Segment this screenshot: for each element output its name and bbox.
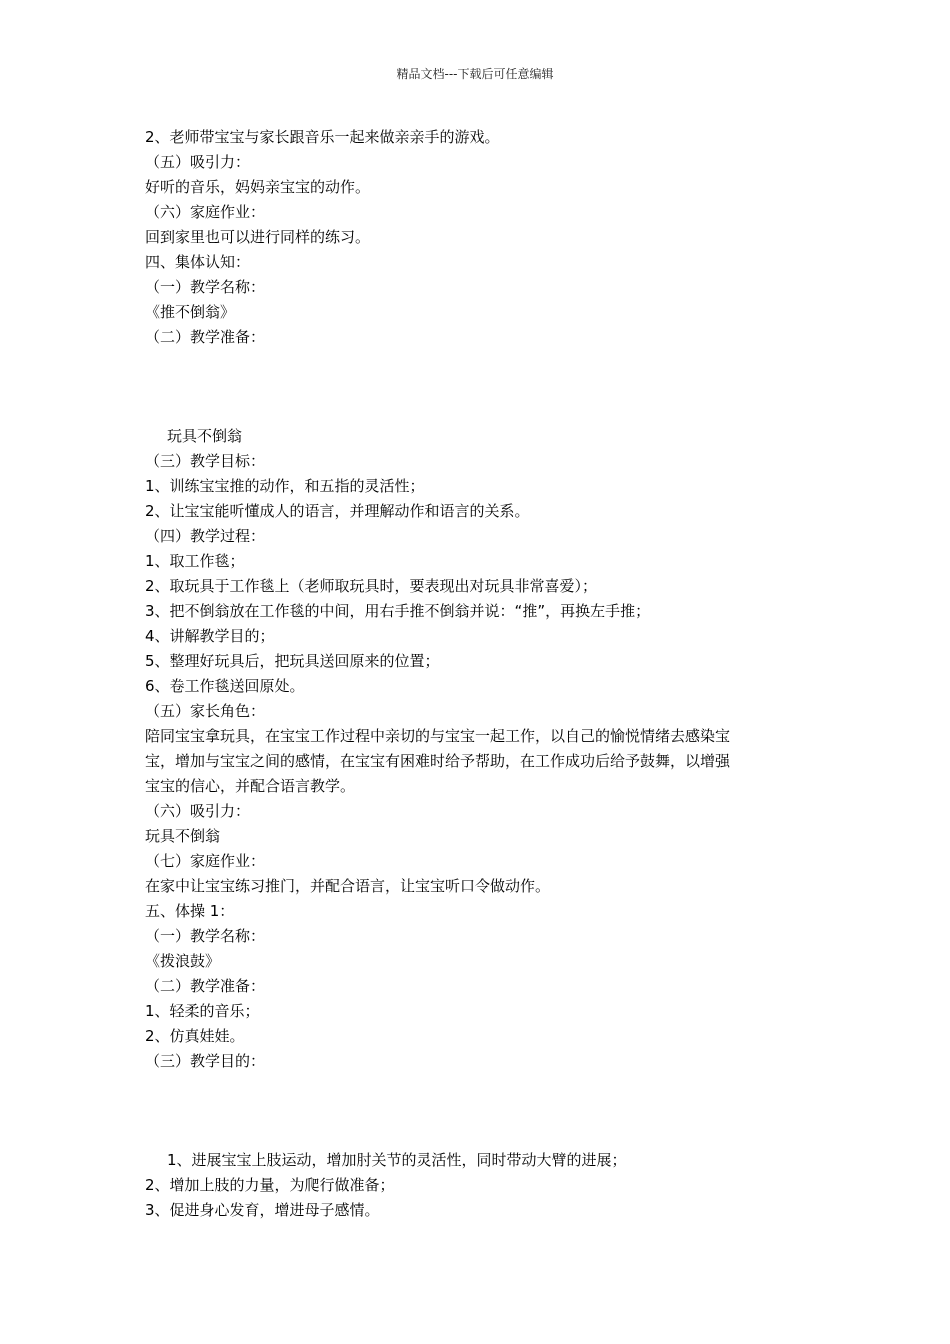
text-line: （一）教学名称： xyxy=(145,927,266,945)
text-line: 宝宝的信心，并配合语言教学。 xyxy=(145,777,356,795)
text-line: 在家中让宝宝练习推门，并配合语言，让宝宝听口令做动作。 xyxy=(145,877,551,895)
text-line: 《拨浪鼓》 xyxy=(145,952,221,970)
text-line: （一）教学名称： xyxy=(145,278,266,296)
text-line: 1、训练宝宝推的动作，和五指的灵活性； xyxy=(145,477,425,495)
text-line: 2、老师带宝宝与家长跟音乐一起来做亲亲手的游戏。 xyxy=(145,128,500,146)
text-line: 好听的音乐，妈妈亲宝宝的动作。 xyxy=(145,178,371,196)
text-line: （三）教学目的： xyxy=(145,1052,266,1070)
text-line: （二）教学准备： xyxy=(145,328,266,346)
text-line: 6、卷工作毯送回原处。 xyxy=(145,677,305,695)
text-line: （四）教学过程： xyxy=(145,527,266,545)
text-line: 宝，增加与宝宝之间的感情，在宝宝有困难时给予帮助，在工作成功后给予鼓舞，以增强 xyxy=(145,752,731,770)
text-line: （三）教学目标： xyxy=(145,452,266,470)
section-heading: 五、体操 1： xyxy=(145,902,235,920)
text-line: 1、轻柔的音乐； xyxy=(145,1002,260,1020)
text-line: 玩具不倒翁 xyxy=(145,827,221,845)
text-line: （六）吸引力： xyxy=(145,802,251,820)
text-line: （二）教学准备： xyxy=(145,977,266,995)
text-line: 3、促进身心发育，增进母子感情。 xyxy=(145,1201,380,1219)
text-line: 2、让宝宝能听懂成人的语言，并理解动作和语言的关系。 xyxy=(145,502,530,520)
text-line: 4、讲解教学目的； xyxy=(145,627,275,645)
text-line: 回到家里也可以进行同样的练习。 xyxy=(145,228,371,246)
page-header: 精品文档---下载后可任意编辑 xyxy=(396,67,554,81)
text-line: 3、把不倒翁放在工作毯的中间，用右手推不倒翁并说：“推”，再换左手推； xyxy=(145,602,651,620)
text-line: 2、取玩具于工作毯上（老师取玩具时，要表现出对玩具非常喜爱）； xyxy=(145,577,598,595)
text-line: （六）家庭作业： xyxy=(145,203,266,221)
text-line: 5、整理好玩具后，把玩具送回原来的位置； xyxy=(145,652,440,670)
text-line: 1、进展宝宝上肢运动，增加肘关节的灵活性，同时带动大臂的进展； xyxy=(167,1151,627,1169)
text-line: （七）家庭作业： xyxy=(145,852,266,870)
text-line: 陪同宝宝拿玩具，在宝宝工作过程中亲切的与宝宝一起工作，以自己的愉悦情绪去感染宝 xyxy=(145,727,731,745)
text-line: （五）家长角色： xyxy=(145,702,266,720)
text-line: 玩具不倒翁 xyxy=(167,427,243,445)
text-line: 2、增加上肢的力量，为爬行做准备； xyxy=(145,1176,395,1194)
text-line: 2、仿真娃娃。 xyxy=(145,1027,245,1045)
text-line: 《推不倒翁》 xyxy=(145,303,236,321)
section-heading: 四、集体认知： xyxy=(145,253,251,271)
text-line: （五）吸引力： xyxy=(145,153,251,171)
text-line: 1、取工作毯； xyxy=(145,552,245,570)
